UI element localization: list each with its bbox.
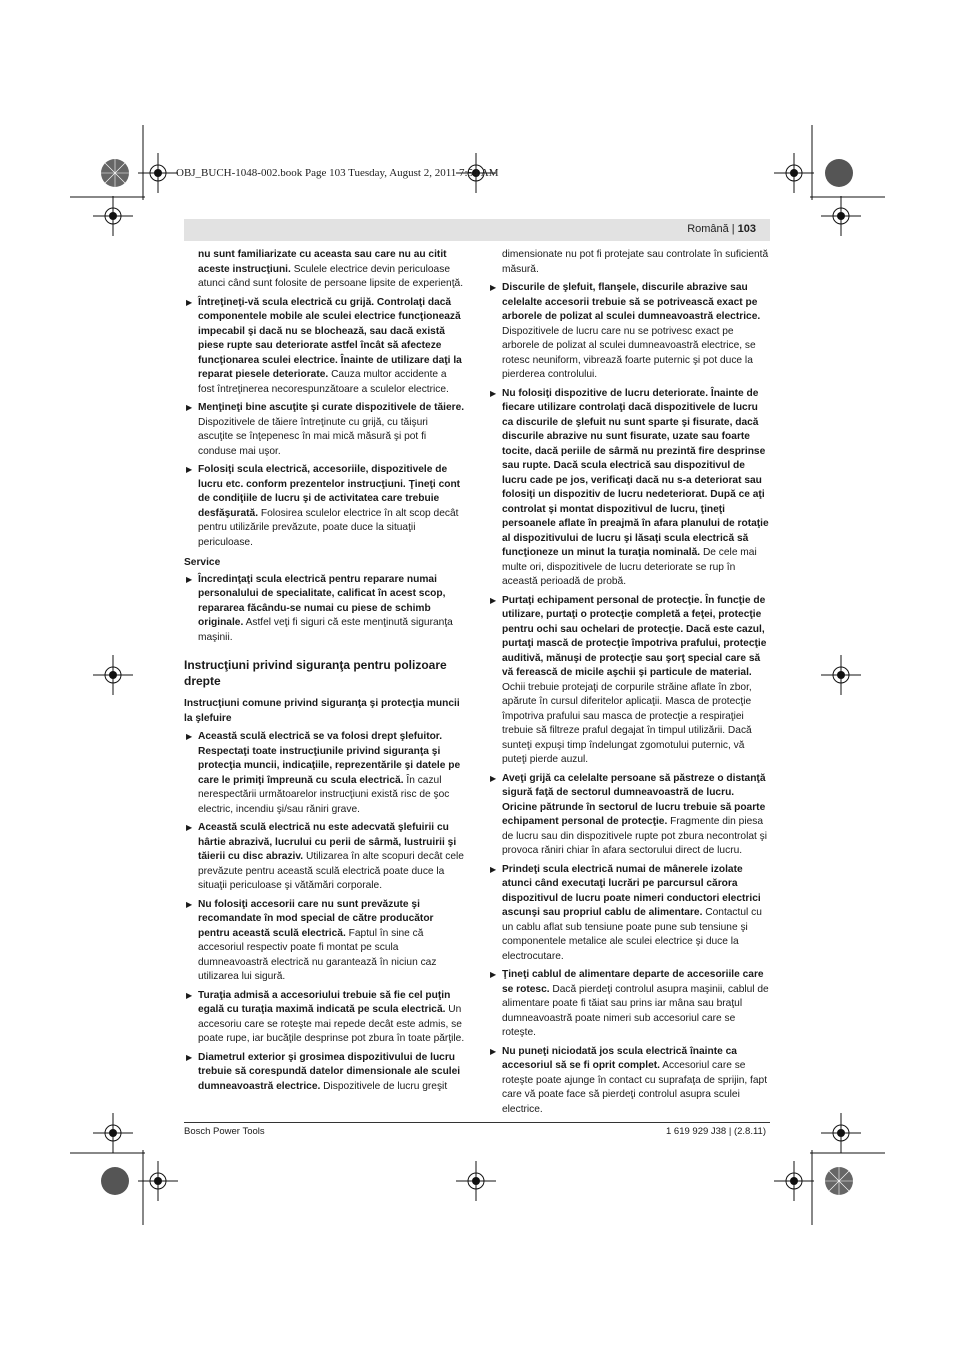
section-subheading: Instrucţiuni comune privind siguranţa şi protecţia muncii la şlefuire	[184, 698, 460, 724]
item-text: Dispozitivele de lucru care nu se potrivesc exact pe arborele de polizat al sculei dumneavoastră electrice, se rotesc neuniform, vibrează foarte puternic şi pot duce la pierderea controlului.	[502, 325, 756, 380]
bullet-arrow-icon: ▶	[186, 899, 193, 909]
item-bold-text: Prindeţi scula electrică numai de mânerele izolate atunci când executaţi lucrări pe parcursul cărora dispozitivul de lucru poate nimeri conductori electrici ascunşi sau propriul cablu de alimentare.	[502, 863, 761, 918]
item-text: În cazul nerespectării următoarelor instrucţiuni există risc de şoc electric, incendiu şi/sau răniri grave.	[198, 774, 450, 815]
page-header	[184, 219, 770, 241]
crosshair-target-icon	[821, 1113, 861, 1153]
list-item	[184, 248, 465, 292]
crosshair-target-icon	[93, 196, 133, 236]
list-item	[488, 863, 769, 965]
left-items-top	[184, 248, 465, 550]
list-item	[184, 573, 465, 646]
list-item	[184, 821, 465, 894]
bullet-arrow-icon: ▶	[186, 403, 193, 412]
bullet-arrow-icon: ▶	[186, 823, 193, 832]
item-text: De cele mai multe ori, dispozitivele de lucru deteriorate se rup în această perioadă de probă.	[502, 547, 757, 587]
item-text: Utilizarea în alte scopuri decât cele prevăzute pentru această sculă electrică poate duce la situaţii periculoase şi vătămări corporale.	[198, 851, 464, 891]
item-text: Fragmente din piesa de lucru sau din dispozitivele rupte pot zbura necontrolat şi provoca răniri chiar în afara sectorului direct de lucru.	[502, 816, 768, 856]
bullet-arrow-icon: ▶	[186, 990, 193, 1000]
gray-circle-mark-icon	[824, 158, 854, 188]
item-bold-text: Purtaţi echipament personal de protecţie. În funcţie de utilizare, purtaţi o protecţie completă a feţei, protecţie pentru ochi sau ochelari de protecţie. Dacă este cazul, purtaţi mască de protecţie împotriva prafului, protecţie auditivă, mănuşi de protecţie sau şorţ special care să vă ferească de micile aşchii şi particule de material.	[502, 594, 767, 678]
crosshair-target-icon	[774, 1161, 814, 1201]
item-bold-text: Discurile de şlefuit, flanşele, discurile abrazive sau celelalte accesorii trebuie să se potrivească exact pe arborele de polizat al sculei dumneavoastră electrice.	[502, 282, 761, 322]
list-item	[184, 898, 465, 985]
item-text: Dispozitivele de lucru greşit	[320, 1080, 448, 1092]
list-item	[488, 772, 769, 859]
left-column	[184, 248, 465, 1098]
list-item	[184, 463, 465, 550]
bullet-arrow-icon: ▶	[186, 297, 193, 307]
left-items-bottom	[184, 730, 465, 1094]
item-text: dimensionate nu pot fi protejate sau controlate în suficientă măsură.	[502, 249, 769, 275]
gray-circle-mark-icon	[100, 1166, 130, 1196]
item-bold-text: Nu folosiţi dispozitive de lucru deteriorate. Înainte de fiecare utilizare controlaţi dacă dispozitivele de lucru ca discurile de şlefuit nu sunt sparte şi fisurate, dacă discurile abrazive nu sunt fisurate, uzate sau foarte tocite, dacă periile de sârmă nu prezintă fire desprinse sau rupte. Dacă scula electrică sau dispozitivul de lucru cade pe jos, verificaţi dacă nu s-a deteriorat sau folosiţi un dispozitiv de lucru nedeteriorat. După ce aţi controlat şi montat dispozitivul de lucru, ţineţi persoanele aflate în preajmă în afara planului de rotaţie al dispozitivului de lucru şi lăsaţi scula electrică să funcţioneze un minut la turaţia nominală.	[502, 387, 769, 558]
list-item	[488, 968, 769, 1041]
list-item	[184, 989, 465, 1047]
list-item	[488, 248, 769, 277]
bullet-arrow-icon: ▶	[490, 1046, 497, 1056]
item-bold-text: Turaţia admisă a accesoriului trebuie să fie cel puţin egală cu turaţia maximă indicată pe scula electrică.	[198, 989, 451, 1015]
header-text: Română | 103	[687, 223, 756, 235]
bullet-arrow-icon: ▶	[186, 732, 193, 741]
crosshair-target-icon	[456, 1161, 496, 1201]
item-text: Ochii trebuie protejaţi de corpurile străine aflate în zbor, apărute în cursul diferitelor aplicaţii. Masca de protecţie împotriva prafului sau masca de protecţie a respiraţiei trebuie să filtreze praful degajat în timpul utilizării. Dacă sunteţi expuşi timp îndelungat zgomotului puternic, vă puteţi pierde auzul.	[502, 681, 752, 765]
item-text: Faptul în sine că accesoriul respectiv poate fi montat pe scula dumneavoastră electrică nu garantează în niciun caz utilizarea lui sigură.	[198, 927, 437, 982]
list-item	[184, 296, 465, 398]
bullet-arrow-icon: ▶	[490, 970, 497, 979]
starburst-mark-icon	[100, 158, 130, 188]
list-item	[488, 1045, 769, 1118]
print-info: OBJ_BUCH-1048-002.book Page 103 Tuesday, August 2, 2011 7:54 AM	[176, 167, 499, 179]
crosshair-target-icon	[93, 1113, 133, 1153]
service-title: Service	[184, 557, 221, 568]
item-text: Cauza multor accidente a fost întreţinerea necorespunzătoare a sculelor electrice.	[198, 369, 449, 395]
list-item	[488, 594, 769, 768]
crosshair-target-icon	[821, 655, 861, 695]
item-text: Un accesoriu care se roteşte mai repede decât este admis, se poate rupe, iar bucăţile desprinse pot zbura în toate părţile.	[198, 1004, 465, 1044]
right-column	[488, 248, 769, 1121]
footer-divider	[184, 1122, 770, 1123]
right-items	[488, 248, 769, 1117]
item-bold-text: Folosiţi scula electrică, accesoriile, dispozitivele de lucru etc. conform prezentelor instrucţiuni. Ţineţi cont de condiţiile de lucru şi de activitatea care trebuie desfăşurată.	[198, 464, 461, 519]
list-item	[488, 387, 769, 590]
crosshair-target-icon	[138, 153, 178, 193]
bullet-arrow-icon: ▶	[490, 595, 497, 605]
item-bold-text: Nu folosiţi accesorii care nu sunt prevăzute şi recomandate în mod special de către producător pentru această sculă electrică.	[198, 898, 434, 939]
item-text: Astfel veţi fi siguri că este menţinută siguranţa maşinii.	[198, 617, 453, 643]
list-item	[488, 281, 769, 383]
footer-brand: Bosch Power Tools	[184, 1126, 265, 1137]
footer-code: 1 619 929 J38 | (2.8.11)	[666, 1126, 767, 1137]
bullet-arrow-icon: ▶	[186, 574, 193, 584]
item-text: Dispozitivele de tăiere întreţinute cu grijă, cu tăişuri ascuţite se înţepenesc în mai mică măsură şi pot fi conduse mai uşor.	[198, 416, 428, 457]
crosshair-target-icon	[138, 1161, 178, 1201]
item-text: Contactul cu un cablu aflat sub tensiune poate pune sub tensiune şi componentele metalice ale sculei electrice şi duce la electrocutare.	[502, 907, 762, 962]
item-bold-text: nu sunt familiarizate cu aceasta sau care nu au citit aceste instrucţiuni.	[198, 249, 447, 275]
item-bold-text: Ţineţi cablul de alimentare departe de accesoriile care se rotesc.	[502, 969, 764, 995]
crosshair-target-icon	[93, 655, 133, 695]
bullet-arrow-icon: ▶	[490, 283, 497, 292]
crosshair-target-icon	[774, 153, 814, 193]
header-language: Română	[687, 223, 729, 235]
item-bold-text: Această sculă electrică se va folosi drept şlefuitor. Respectaţi toate instrucţiunile privind siguranţa şi protecţia muncii, indicaţiile, reprezentările şi datele pe care le primiţi împreună cu scula electrică.	[198, 731, 461, 786]
bullet-arrow-icon: ▶	[490, 388, 497, 398]
item-bold-text: Aveţi grijă ca celelalte persoane să păstreze o distanţă sigură faţă de sectorul dumneavoastră de lucru. Oricine pătrunde în sectorul de lucru trebuie să poarte echipament personal de protecţie.	[502, 772, 766, 827]
item-bold-text: Diametrul exterior şi grosimea dispozitivului de lucru trebuie să corespundă datelor dimensionale ale sculei dumneavoastră electrice.	[198, 1051, 461, 1092]
crosshair-target-icon	[821, 196, 861, 236]
item-text: Dacă pierdeţi controlul asupra maşinii, cablul de alimentare poate fi tăiat sau prins iar mâna sau braţul dumneavoastră poate nimeri sub accesoriul care se roteşte.	[502, 983, 769, 1038]
service-items	[184, 573, 465, 646]
item-text: Sculele electrice devin periculoase atunci când sunt folosite de persoane lipsite de experienţă.	[198, 263, 464, 289]
item-bold-text: Nu puneţi niciodată jos scula electrică înainte ca accesoriul să se fi oprit complet.	[502, 1045, 737, 1071]
list-item	[184, 1051, 465, 1095]
list-item	[184, 401, 465, 459]
header-page-number: 103	[737, 223, 756, 235]
item-bold-text: Această sculă electrică nu este adecvată şlefuirii cu hârtie abrazivă, lucrului cu perii de sârmă, lustruirii şi tăierii cu disc abraziv.	[198, 822, 457, 862]
bullet-arrow-icon: ▶	[490, 773, 497, 783]
starburst-mark-icon	[824, 1166, 854, 1196]
item-text: Accesoriul care se roteşte poate ajunge în contact cu suprafaţa de sprijin, fapt care vă poate face să pierdeţi controlul asupra sculei electrice.	[502, 1060, 768, 1115]
item-bold-text: Încredinţaţi scula electrică pentru reparare numai personalului de specialitate, calificat în acest scop, repararea făcându-se numai cu piese de schimb originale.	[198, 573, 446, 628]
bullet-arrow-icon: ▶	[490, 864, 497, 874]
item-bold-text: Întreţineţi-vă scula electrică cu grijă. Controlaţi dacă componentele mobile ale sculei electrice funcţionează impecabil şi dacă nu se blochează, sau dacă există piese rupte sau deteriorate astfel încât să afecteze funcţionarea sculei electrice. Înainte de utilizare daţi la reparat piesele deteriorate.	[198, 296, 462, 380]
item-bold-text: Menţineţi bine ascuţite şi curate dispozitivele de tăiere.	[198, 402, 465, 413]
bullet-arrow-icon: ▶	[186, 465, 193, 474]
item-text: Folosirea sculelor electrice în alt scop decât pentru utilizările prevăzute, poate duce la situaţii periculoase.	[198, 507, 459, 548]
list-item	[184, 730, 465, 817]
section-heading: Instrucţiuni privind siguranţa pentru polizoare drepte	[184, 658, 447, 688]
bullet-arrow-icon: ▶	[186, 1052, 193, 1062]
